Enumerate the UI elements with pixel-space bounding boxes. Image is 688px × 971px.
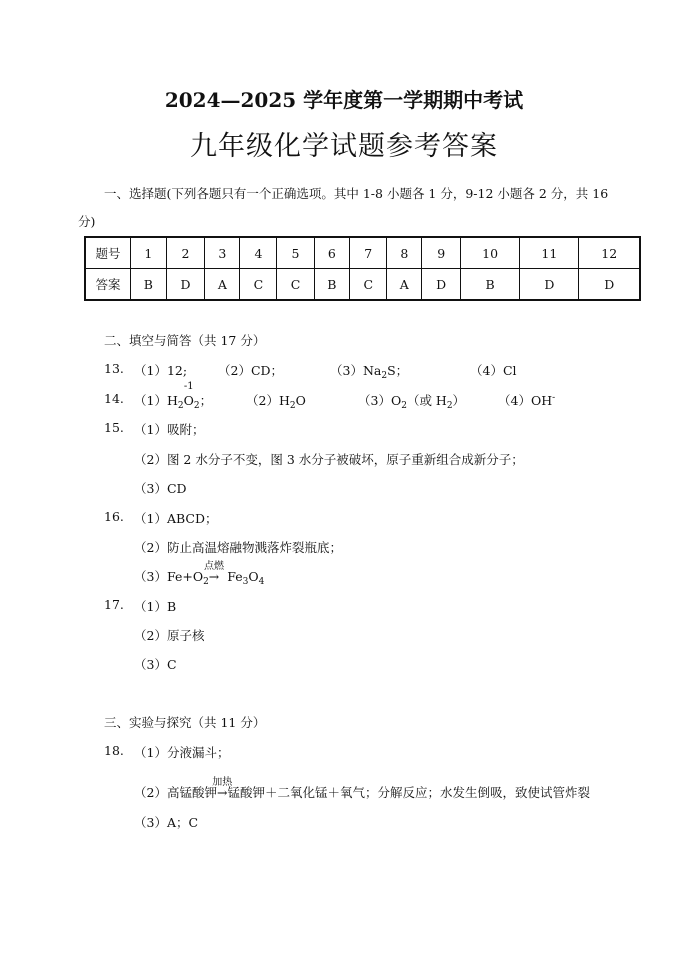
q14-answer-1: $(1)H_2$ -1 $O_2$； (134, 381, 213, 411)
q18-answer-2: （2）高锰酸钾 加热 →锰酸钾＋二氧化锰＋氧气；分解反应；水发生倒吸，致使试管炸裂 (134, 783, 590, 801)
q16-answer-2: （2）防止高温熔融物溅落炸裂瓶底； (134, 540, 342, 555)
table-cell: 7 (350, 237, 387, 269)
table-cell: B (461, 269, 520, 301)
table-cell: 9 (422, 237, 461, 269)
row-label-numbers: 题号 (85, 237, 131, 269)
valence-mark: -1 (183, 381, 194, 392)
table-cell: B (314, 269, 350, 301)
table-cell: 5 (277, 237, 314, 269)
table-cell: 4 (240, 237, 277, 269)
table-cell: D (520, 269, 579, 301)
q17-answer-1: （1）B (134, 599, 177, 614)
table-cell: 12 (579, 237, 640, 269)
table-cell: 3 (205, 237, 240, 269)
answer-key-title: 九年级化学试题参考答案 (190, 131, 498, 162)
answer-table (84, 236, 641, 301)
q18-number: 18. (104, 743, 124, 758)
table-cell: 1 (131, 237, 167, 269)
table-row-answers (85, 269, 640, 301)
table-cell: C (350, 269, 387, 301)
q15-answer-1: （1）吸附； (134, 422, 205, 437)
q13-answer-1: （1）12; (134, 363, 188, 378)
q16-answer-1: （1）ABCD； (134, 511, 218, 526)
table-cell: 2 (166, 237, 205, 269)
q14-number: 14. (104, 391, 124, 406)
q15-answer-3: （3）CD (134, 481, 187, 496)
q17-answer-3: （3）C (134, 657, 177, 672)
q17-number: 17. (104, 597, 124, 612)
table-cell: C (277, 269, 314, 301)
section2-heading: 二、填空与简答（共 17 分） (104, 333, 266, 348)
q18-answer-1: （1）分液漏斗； (134, 745, 230, 760)
table-cell: D (166, 269, 205, 301)
q16-number: 16. (104, 509, 124, 524)
q18-answer-3: （3）A；C (134, 815, 199, 830)
table-cell: B (131, 269, 167, 301)
table-cell: D (422, 269, 461, 301)
table-cell: 11 (520, 237, 579, 269)
q14-answer-3: $(3)O_2$（或 $H_2$） (358, 393, 466, 411)
section3-heading: 三、实验与探究（共 11 分） (104, 715, 266, 730)
q13-answer-2: （2）CD； (218, 363, 284, 378)
table-row-numbers (85, 237, 640, 269)
q15-number: 15. (104, 420, 124, 435)
table-cell: 8 (387, 237, 422, 269)
table-cell: C (240, 269, 277, 301)
row-label-answers: 答案 (85, 269, 131, 301)
q13-answer-4: （4）Cl (470, 363, 517, 378)
q13-number: 13. (104, 361, 124, 376)
exam-title: 2024—2025 学年度第一学期期中考试 (164, 88, 524, 112)
reaction-condition: 加热 (212, 777, 233, 788)
table-cell: D (579, 269, 640, 301)
q13-answer-3: $(3)Na_2S$； (330, 363, 409, 381)
q15-answer-2: （2）图 2 水分子不变，图 3 水分子被破坏，原子重新组合成新分子； (134, 452, 524, 467)
section1-heading: 一、选择题(下列各题只有一个正确选项。其中 1-8 小题各 1 分，9-12 小题各 2 分，共 16 (104, 186, 609, 201)
q14-answer-2: $(2)H_2O$ (246, 393, 306, 411)
table-cell: 6 (314, 237, 350, 269)
q17-answer-2: （2）原子核 (134, 628, 205, 643)
table-cell: A (387, 269, 422, 301)
reaction-condition: 点燃 (204, 561, 225, 572)
table-cell: A (205, 269, 240, 301)
q14-answer-4: （4）OH- (498, 393, 556, 408)
section1-heading-cont: 分) (78, 214, 96, 229)
table-cell: 10 (461, 237, 520, 269)
q16-answer-3: $(3)Fe+O_2$ 点燃 → $Fe_3O_4$ (134, 567, 264, 587)
